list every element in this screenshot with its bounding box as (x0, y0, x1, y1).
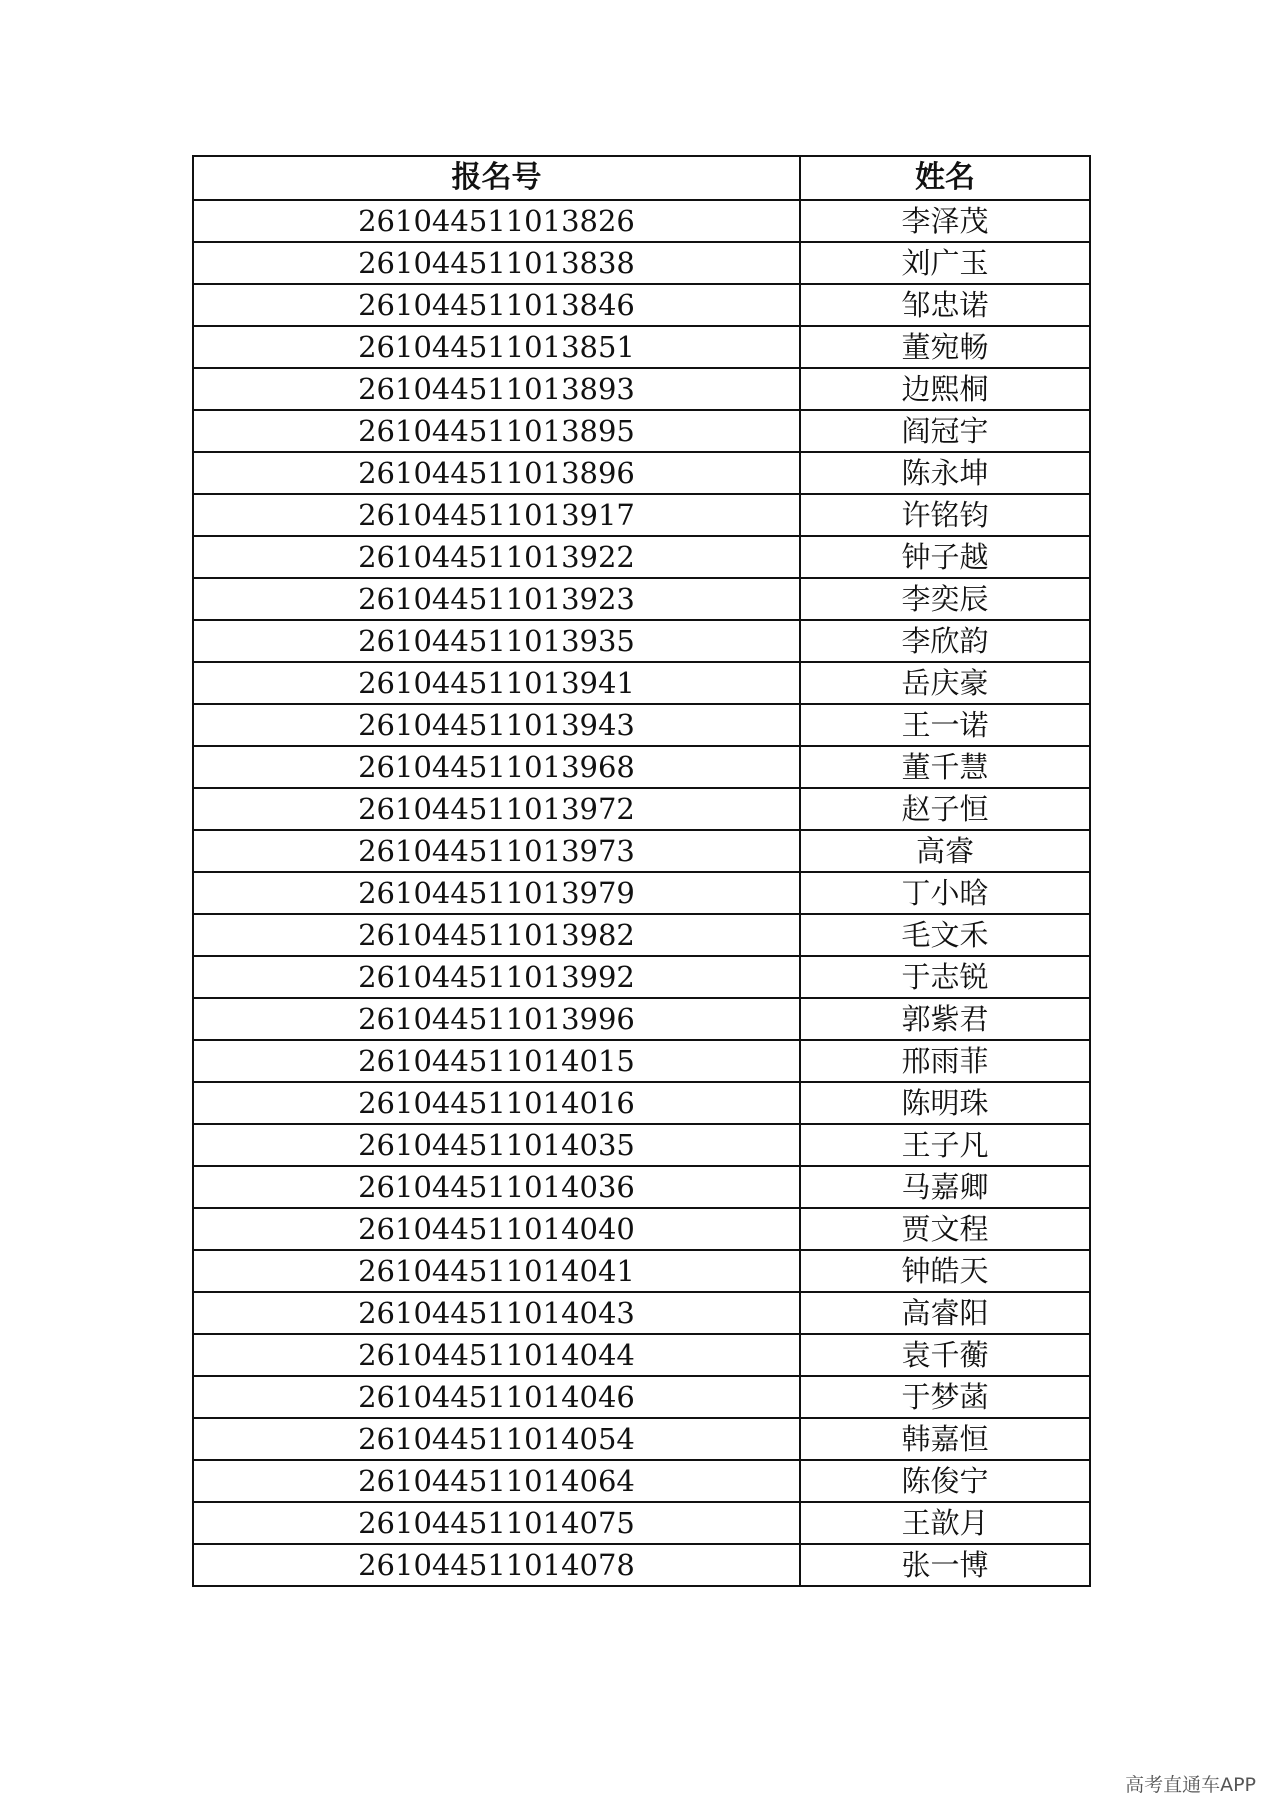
registration-number-cell: 261044511013851 (193, 326, 800, 368)
student-name-cell: 董千慧 (800, 746, 1090, 788)
registration-number-cell: 261044511014035 (193, 1124, 800, 1166)
registration-number-cell: 261044511014043 (193, 1292, 800, 1334)
registration-number-cell: 261044511013893 (193, 368, 800, 410)
student-name-cell: 高睿 (800, 830, 1090, 872)
student-name-cell: 李奕辰 (800, 578, 1090, 620)
student-name-cell: 高睿阳 (800, 1292, 1090, 1334)
column-header-registration-number: 报名号 (193, 156, 800, 200)
table-row (193, 368, 1090, 410)
table-row (193, 998, 1090, 1040)
table-row (193, 1544, 1090, 1586)
student-name-cell: 张一博 (800, 1544, 1090, 1586)
table-row (193, 662, 1090, 704)
registration-number-cell: 261044511013895 (193, 410, 800, 452)
student-name-cell: 丁小晗 (800, 872, 1090, 914)
table-row (193, 200, 1090, 242)
registration-number-cell: 261044511014044 (193, 1334, 800, 1376)
table-row (193, 494, 1090, 536)
table-header-row (193, 156, 1090, 200)
table-row (193, 284, 1090, 326)
student-name-cell: 王一诺 (800, 704, 1090, 746)
student-name-cell: 赵子恒 (800, 788, 1090, 830)
table-row (193, 956, 1090, 998)
registration-table (192, 155, 1091, 1587)
student-name-cell: 许铭钧 (800, 494, 1090, 536)
registration-number-cell: 261044511013917 (193, 494, 800, 536)
registration-number-cell: 261044511013968 (193, 746, 800, 788)
table-row (193, 1166, 1090, 1208)
table-row (193, 914, 1090, 956)
table-row (193, 1082, 1090, 1124)
registration-number-cell: 261044511014041 (193, 1250, 800, 1292)
registration-number-cell: 261044511013996 (193, 998, 800, 1040)
table-row (193, 1250, 1090, 1292)
table-row (193, 1292, 1090, 1334)
table-row (193, 1208, 1090, 1250)
watermark: 高考直通车APP (1125, 1774, 1256, 1796)
registration-number-cell: 261044511013896 (193, 452, 800, 494)
student-name-cell: 钟子越 (800, 536, 1090, 578)
student-name-cell: 马嘉卿 (800, 1166, 1090, 1208)
table-row (193, 1502, 1090, 1544)
student-name-cell: 邹忠诺 (800, 284, 1090, 326)
table-body (193, 200, 1090, 1586)
table-row (193, 326, 1090, 368)
table-row (193, 1418, 1090, 1460)
student-name-cell: 陈永坤 (800, 452, 1090, 494)
table-row (193, 242, 1090, 284)
column-header-name: 姓名 (800, 156, 1090, 200)
registration-number-cell: 261044511014054 (193, 1418, 800, 1460)
student-name-cell: 阎冠宇 (800, 410, 1090, 452)
student-name-cell: 王子凡 (800, 1124, 1090, 1166)
registration-number-cell: 261044511014075 (193, 1502, 800, 1544)
student-name-cell: 毛文禾 (800, 914, 1090, 956)
table-row (193, 1376, 1090, 1418)
table-row (193, 872, 1090, 914)
registration-number-cell: 261044511014064 (193, 1460, 800, 1502)
registration-number-cell: 261044511014015 (193, 1040, 800, 1082)
registration-number-cell: 261044511013826 (193, 200, 800, 242)
student-name-cell: 钟皓天 (800, 1250, 1090, 1292)
table-row (193, 1334, 1090, 1376)
student-name-cell: 边熙桐 (800, 368, 1090, 410)
table-row (193, 1124, 1090, 1166)
table-row (193, 704, 1090, 746)
student-name-cell: 韩嘉恒 (800, 1418, 1090, 1460)
registration-number-cell: 261044511013838 (193, 242, 800, 284)
table-row (193, 410, 1090, 452)
student-name-cell: 贾文程 (800, 1208, 1090, 1250)
student-name-cell: 于梦菡 (800, 1376, 1090, 1418)
registration-number-cell: 261044511013979 (193, 872, 800, 914)
registration-number-cell: 261044511013992 (193, 956, 800, 998)
registration-number-cell: 261044511013923 (193, 578, 800, 620)
table-row (193, 452, 1090, 494)
student-name-cell: 陈俊宁 (800, 1460, 1090, 1502)
student-name-cell: 袁千蘅 (800, 1334, 1090, 1376)
table-row (193, 830, 1090, 872)
registration-number-cell: 261044511013922 (193, 536, 800, 578)
student-name-cell: 李泽茂 (800, 200, 1090, 242)
registration-number-cell: 261044511013935 (193, 620, 800, 662)
registration-number-cell: 261044511014040 (193, 1208, 800, 1250)
student-name-cell: 董宛畅 (800, 326, 1090, 368)
table-row (193, 536, 1090, 578)
table-row (193, 1040, 1090, 1082)
student-name-cell: 岳庆豪 (800, 662, 1090, 704)
table-row (193, 1460, 1090, 1502)
student-name-cell: 李欣韵 (800, 620, 1090, 662)
table-row (193, 746, 1090, 788)
student-name-cell: 郭紫君 (800, 998, 1090, 1040)
student-name-cell: 刘广玉 (800, 242, 1090, 284)
student-name-cell: 王歆月 (800, 1502, 1090, 1544)
registration-number-cell: 261044511013972 (193, 788, 800, 830)
registration-number-cell: 261044511014046 (193, 1376, 800, 1418)
student-name-cell: 陈明珠 (800, 1082, 1090, 1124)
registration-number-cell: 261044511014016 (193, 1082, 800, 1124)
registration-number-cell: 261044511013973 (193, 830, 800, 872)
registration-number-cell: 261044511013943 (193, 704, 800, 746)
table-row (193, 620, 1090, 662)
student-name-cell: 于志锐 (800, 956, 1090, 998)
registration-number-cell: 261044511013941 (193, 662, 800, 704)
table-row (193, 788, 1090, 830)
registration-number-cell: 261044511013982 (193, 914, 800, 956)
student-name-cell: 邢雨菲 (800, 1040, 1090, 1082)
table-row (193, 578, 1090, 620)
registration-number-cell: 261044511014036 (193, 1166, 800, 1208)
registration-number-cell: 261044511013846 (193, 284, 800, 326)
registration-number-cell: 261044511014078 (193, 1544, 800, 1586)
